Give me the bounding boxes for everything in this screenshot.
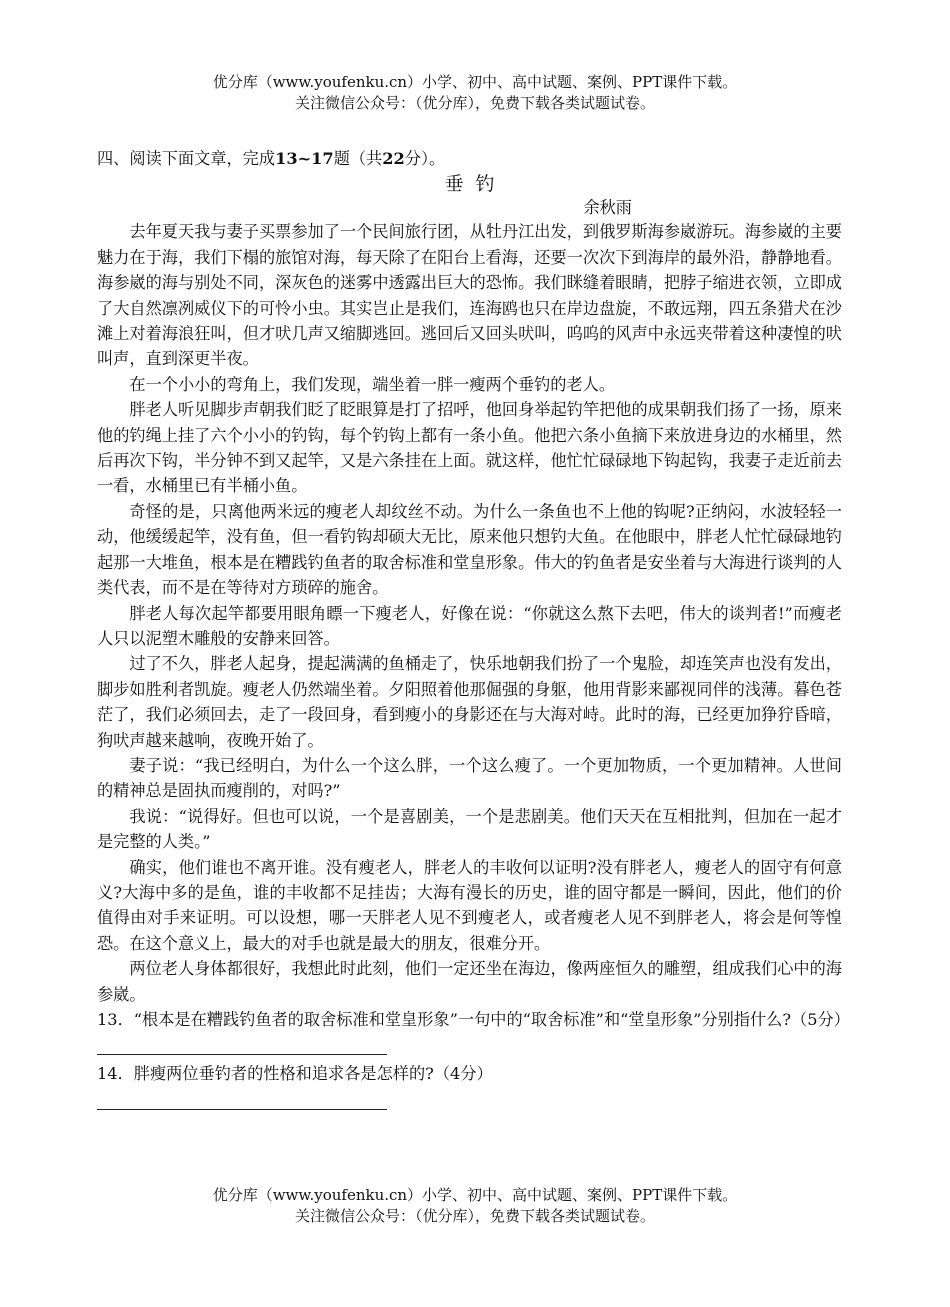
article-paragraph: 妻子说：“我已经明白，为什么一个这么胖，一个这么瘦了。一个更加物质，一个更加精神。人世间的精神总是固执而瘦削的，对吗?” xyxy=(97,755,842,801)
article-paragraph: 两位老人身体都很好，我想此时此刻，他们一定还坐在海边，像两座恒久的雕塑，组成我们心中的海参崴。 xyxy=(97,959,842,1004)
question-13: 13．“根本是在糟践钓鱼者的取舍标准和堂皇形象”一句中的“取舍标准”和“堂皇形象”分别指什么?（5分） xyxy=(97,1010,850,1029)
header-line-2: 关注微信公众号：（优分库），免费下载各类试题试卷。 xyxy=(294,94,655,112)
question-14: 14．胖瘦两位垂钓者的性格和追求各是怎样的?（4分） xyxy=(97,1064,493,1084)
footer-line-2: 关注微信公众号：（优分库），免费下载各类试题试卷。 xyxy=(294,1207,655,1225)
article-paragraph: 胖老人听见脚步声朝我们眨了眨眼算是打了招呼，他回身举起钓竿把他的成果朝我们扬了一扬，原来他的钓绳上挂了六个小小的钓钩，每个钓钩上都有一条小鱼。他把六条小鱼摘下来放进身边的水桶里，然后再次下钩，半分钟不到又起竿，又是六条挂在上面。就这样，他忙忙碌碌地下钩起钩，我妻子走近前去一看，水桶里已有半桶小鱼。 xyxy=(97,400,842,496)
article-paragraph: 胖老人每次起竿都要用眼角瞟一下瘦老人，好像在说：“你就这么熬下去吧，伟大的谈判者!”而瘦老人只以泥塑木雕般的安静来回答。 xyxy=(97,603,842,648)
header-line-1: 优分库（www.youfenku.cn）小学、初中、高中试题、案例、PPT课件下载。 xyxy=(212,73,738,91)
document-body xyxy=(97,146,850,1116)
article-paragraph: 在一个小小的弯角上，我们发现，端坐着一胖一瘦两个垂钓的老人。 xyxy=(129,374,616,394)
section-heading-suffix: 分）。 xyxy=(404,149,446,168)
section-points: 22 xyxy=(382,149,405,168)
article-author: 余秋雨 xyxy=(583,198,632,218)
answer-line-14 xyxy=(97,1109,387,1110)
page-footer xyxy=(0,1185,950,1227)
article-paragraph: 确实，他们谁也不离开谁。没有瘦老人，胖老人的丰收何以证明?没有胖老人，瘦老人的固守有何意义?大海中多的是鱼，谁的丰收都不足挂齿；大海有漫长的历史，谁的固守都是一瞬间，因此，他们的价值得由对手来证明。可以设想，哪一天胖老人见不到瘦老人，或者瘦老人见不到胖老人，将会是何等惶恐。在这个意义上，最大的对手也就是最大的朋友，很难分开。 xyxy=(97,857,842,953)
article-title: 垂钓 xyxy=(444,173,507,196)
section-heading-middle: 题（共 xyxy=(333,149,383,168)
section-question-range: 13~17 xyxy=(275,149,334,168)
article-paragraph: 过了不久，胖老人起身，提起满满的鱼桶走了，快乐地朝我们扮了一个鬼脸，却连笑声也没有发出，脚步如胜利者凯旋。瘦老人仍然端坐着。夕阳照着他那倔强的身躯，他用背影来鄙视同伴的浅薄。暮色苍茫了，我们必须回去，走了一段回身，看到瘦小的身影还在与大海对峙。此时的海，已经更加狰狞昏暗，狗吠声越来越响，夜晚开始了。 xyxy=(97,654,842,750)
answer-line-13 xyxy=(97,1054,387,1055)
page-header xyxy=(0,72,950,114)
section-heading xyxy=(97,146,842,171)
article-paragraph: 我说：“说得好。但也可以说，一个是喜剧美，一个是悲剧美。他们天天在互相批判，但加在一起才是完整的人类。” xyxy=(97,806,842,852)
article-paragraph: 奇怪的是，只离他两米远的瘦老人却纹丝不动。为什么一条鱼也不上他的钩呢?正纳闷，水波轻轻一动，他缓缓起竿，没有鱼，但一看钓钩却硕大无比，原来他只想钓大鱼。在他眼中，胖老人忙忙碌碌地钓起那一大堆鱼，根本是在糟践钓鱼者的取舍标准和堂皇形象。伟大的钓鱼者是安坐着与大海进行谈判的人类代表，而不是在等待对方琐碎的施舍。 xyxy=(97,501,842,598)
article-paragraph: 去年夏天我与妻子买票参加了一个民间旅行团，从牡丹江出发，到俄罗斯海参崴游玩。海参崴的主要魅力在于海，我们下榻的旅馆对海，每天除了在阳台上看海，还要一次次下到海岸的最外沿，静静地看。海参崴的海与别处不同，深灰色的迷雾中透露出巨大的恐怖。我们眯缝着眼睛，把脖子缩进衣领，立即成了大自然凛冽威仪下的可怜小虫。其实岂止是我们，连海鸥也只在岸边盘旋，不敢远翔，四五条猎犬在沙滩上对着海浪狂叫，但才吠几声又缩脚逃回。逃回后又回头吠叫，呜呜的风声中永远夹带着这种凄惶的吠叫声，直到深更半夜。 xyxy=(97,222,842,369)
footer-line-1: 优分库（www.youfenku.cn）小学、初中、高中试题、案例、PPT课件下载。 xyxy=(212,1186,738,1204)
section-heading-prefix: 四、阅读下面文章，完成 xyxy=(97,149,276,168)
